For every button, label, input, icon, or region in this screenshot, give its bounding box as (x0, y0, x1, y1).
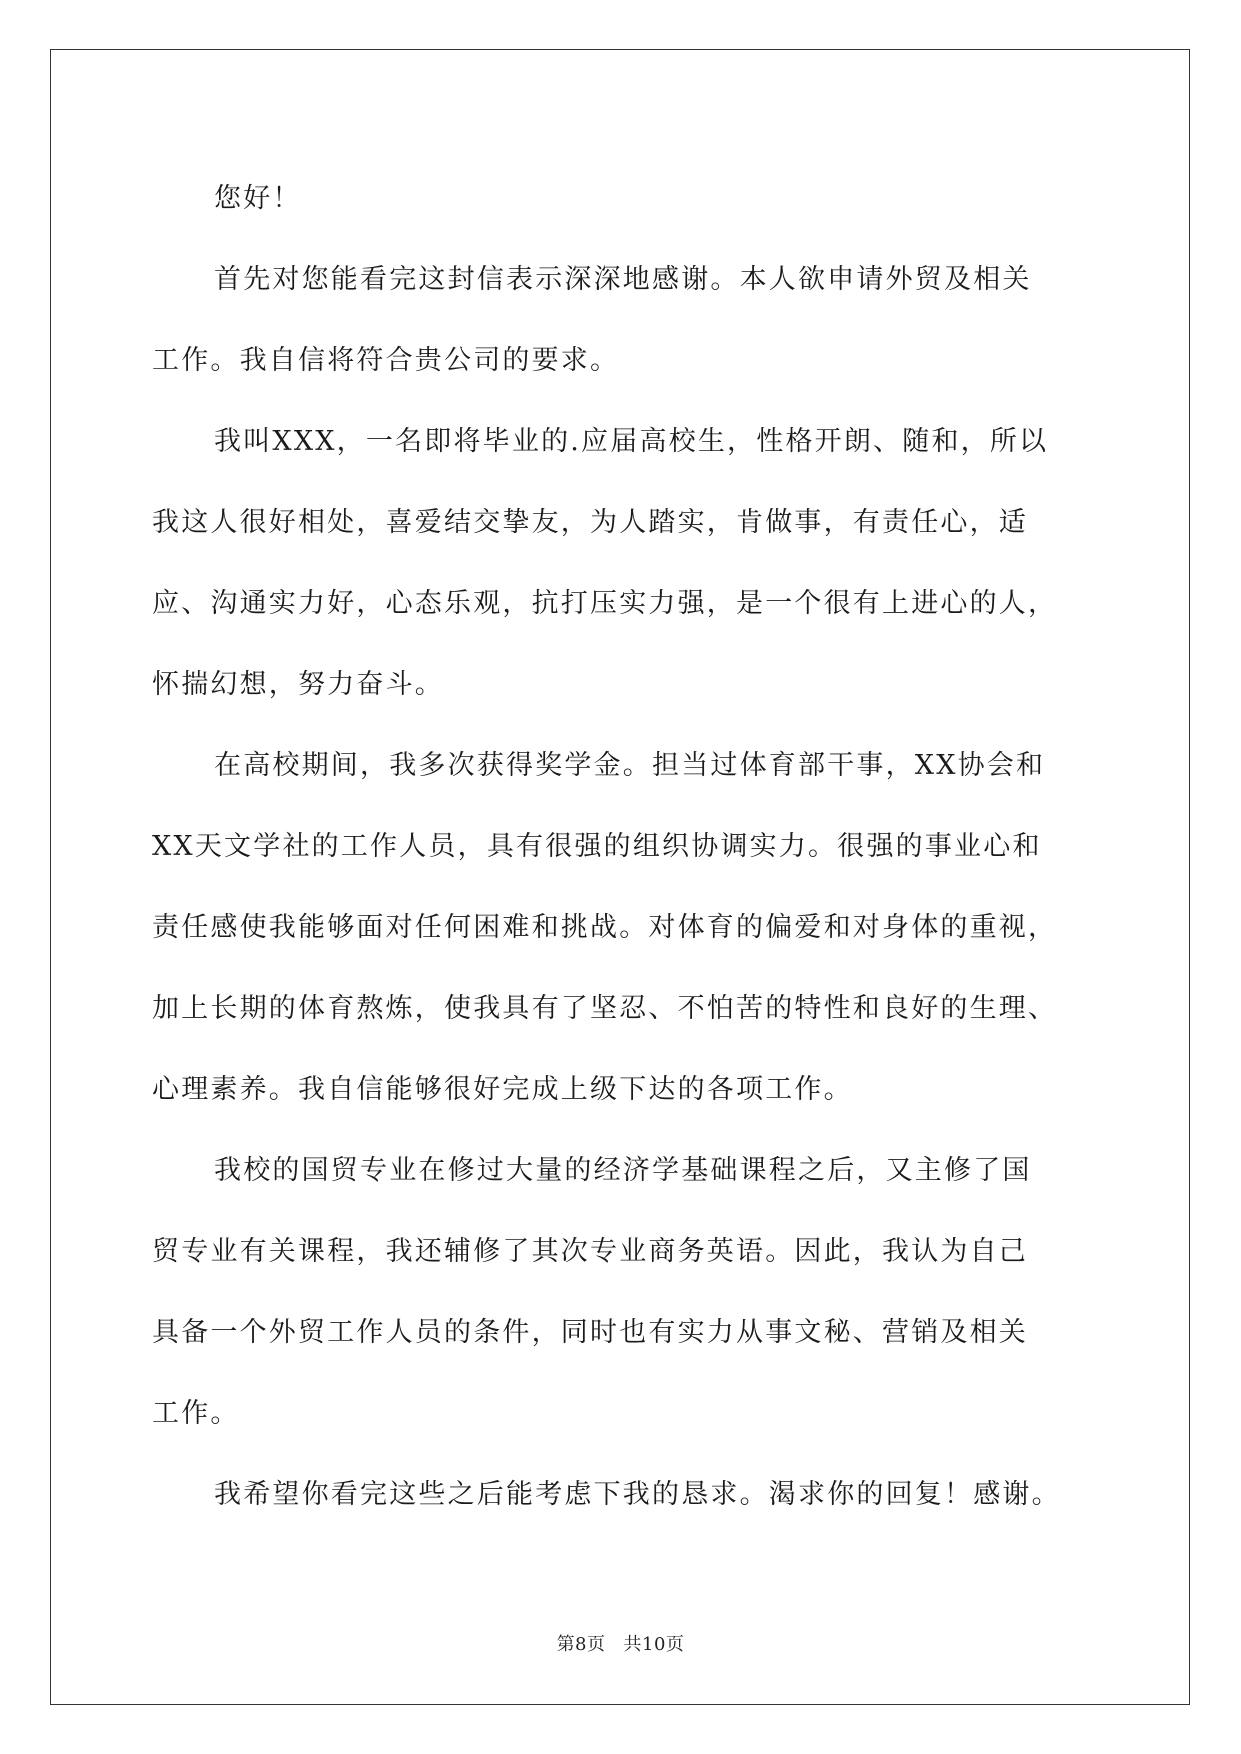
page-number-total: 共10页 (623, 1634, 685, 1655)
paragraph-line: 具备一个外贸工作人员的条件，同时也有实力从事文秘、营销及相关 (152, 1317, 1028, 1348)
page-number-current: 第8页 (556, 1634, 606, 1655)
paragraph-line: 在高校期间，我多次获得奖学金。担当过体育部干事，XX协会和 (214, 750, 1046, 781)
paragraph-line: 贸专业有关课程，我还辅修了其次专业商务英语。因此，我认为自己 (152, 1236, 1028, 1267)
paragraph-line: 首先对您能看完这封信表示深深地感谢。本人欲申请外贸及相关 (214, 264, 1032, 295)
paragraph-2 (152, 401, 1090, 725)
paragraph-line: 我叫XXX，一名即将毕业的.应届高校生，性格开朗、随和，所以 (214, 426, 1049, 457)
letter-body (152, 158, 1090, 1535)
paragraph-line: 心理素养。我自信能够很好完成上级下达的各项工作。 (152, 1074, 853, 1105)
paragraph-4 (152, 1130, 1090, 1454)
paragraph-line: 工作。我自信将符合贵公司的要求。 (152, 345, 620, 376)
paragraph-line: 怀揣幻想，努力奋斗。 (152, 669, 444, 700)
paragraph-line: XX天文学社的工作人员，具有很强的组织协调实力。很强的事业心和 (152, 831, 1042, 862)
paragraph-line: 我希望你看完这些之后能考虑下我的恳求。渴求你的回复！感谢。 (214, 1479, 1061, 1510)
paragraph-5 (152, 1454, 1090, 1535)
paragraph-line: 加上长期的体育熬炼，使我具有了坚忍、不怕苦的特性和良好的生理、 (152, 993, 1058, 1024)
page-footer (0, 1630, 1241, 1656)
paragraph-line: 我这人很好相处，喜爱结交挚友，为人踏实，肯做事，有责任心，适 (152, 507, 1028, 538)
paragraph-line: 我校的国贸专业在修过大量的经济学基础课程之后，又主修了国 (214, 1155, 1032, 1186)
paragraph-line: 工作。 (152, 1398, 240, 1429)
greeting: 您好！ (214, 183, 302, 214)
paragraph-line: 责任感使我能够面对任何困难和挑战。对体育的偏爱和对身体的重视， (152, 912, 1058, 943)
paragraph-3 (152, 725, 1090, 1130)
paragraph-line: 应、沟通实力好，心态乐观，抗打压实力强，是一个很有上进心的人， (152, 588, 1058, 619)
paragraph-1 (152, 239, 1090, 401)
